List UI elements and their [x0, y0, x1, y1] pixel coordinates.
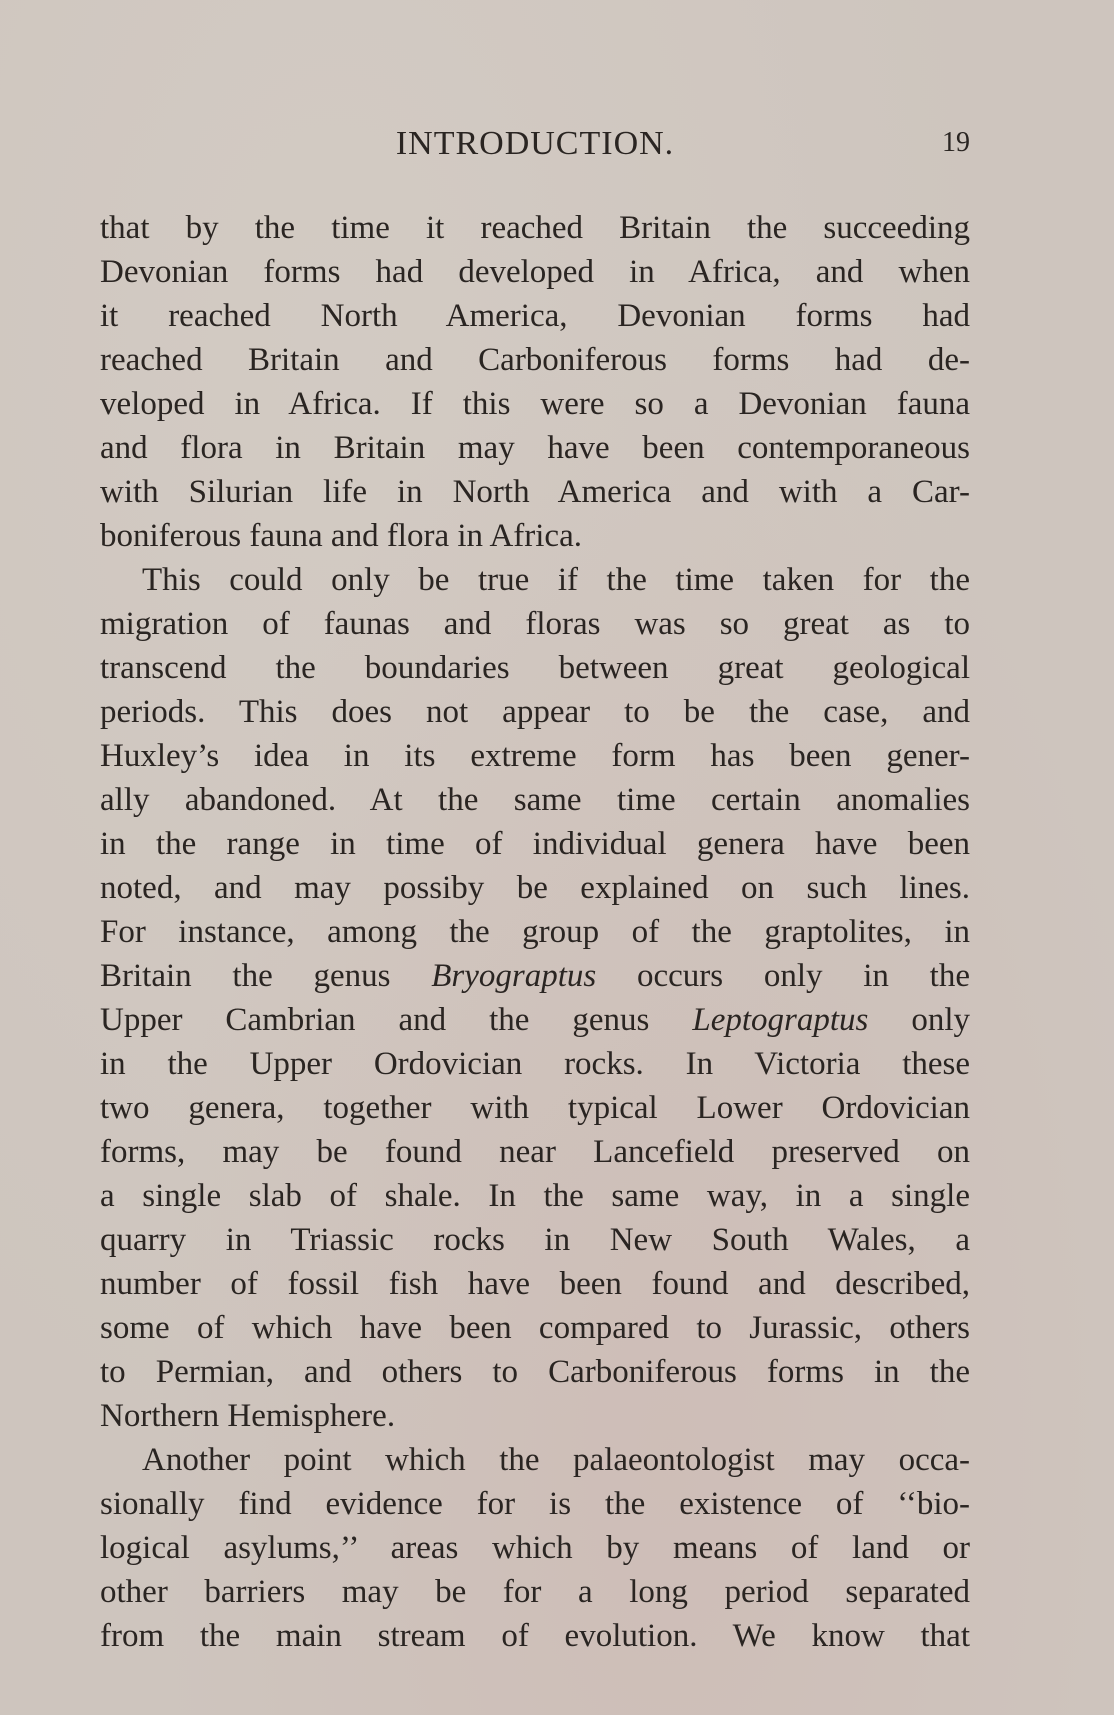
text-line: Another point which the palaeontologist may occa- [142, 1442, 970, 1478]
text-line: it reached North America, Devonian forms had [100, 298, 970, 334]
body-text [100, 206, 970, 1658]
text-line: forms, may be found near Lancefield preserved on [100, 1134, 970, 1170]
text-line: reached Britain and Carboniferous forms had de- [100, 342, 970, 378]
text-line: This could only be true if the time taken for the [142, 562, 970, 598]
text-line: from the main stream of evolution. We know that [100, 1618, 970, 1654]
text-line: sionally find evidence for is the existence of ‘‘bio- [100, 1486, 970, 1522]
text-segment: Britain the genus [100, 958, 432, 994]
text-line: migration of faunas and floras was so great as to [100, 606, 970, 642]
text-line [100, 954, 970, 998]
text-line: Huxley’s idea in its extreme form has been gener- [100, 738, 970, 774]
running-title: INTRODUCTION. [395, 125, 675, 162]
text-line: in the range in time of individual genera have been [100, 826, 970, 862]
text-segment: Upper Cambrian and the genus [100, 1002, 693, 1038]
text-line: boniferous fauna and flora in Africa. [100, 518, 582, 554]
text-line: to Permian, and others to Carboniferous forms in the [100, 1354, 970, 1390]
genus-name: Bryograptus [431, 958, 597, 994]
text-line: number of fossil fish have been found and described, [100, 1266, 970, 1302]
text-line: some of which have been compared to Jurassic, others [100, 1310, 970, 1346]
text-line: and flora in Britain may have been contemporaneous [100, 430, 970, 466]
genus-name: Leptograptus [692, 1002, 869, 1038]
text-line: ally abandoned. At the same time certain anomalies [100, 782, 970, 818]
text-line: noted, and may possiby be explained on such lines. [100, 870, 970, 906]
text-line: veloped in Africa. If this were so a Devonian fauna [100, 386, 970, 422]
text-line: quarry in Triassic rocks in New South Wales, a [100, 1222, 970, 1258]
text-line: other barriers may be for a long period separated [100, 1574, 970, 1610]
text-line: in the Upper Ordovician rocks. In Victoria these [100, 1046, 970, 1082]
text-line: Devonian forms had developed in Africa, and when [100, 254, 970, 290]
text-line: Northern Hemisphere. [100, 1398, 396, 1434]
text-segment: only [868, 1002, 970, 1038]
text-line: transcend the boundaries between great geological [100, 650, 970, 686]
page-header [100, 125, 970, 165]
text-line: For instance, among the group of the graptolites, in [100, 914, 970, 950]
text-line: periods. This does not appear to be the case, and [100, 694, 970, 730]
text-line: with Silurian life in North America and with a Car- [100, 474, 970, 510]
text-line: a single slab of shale. In the same way, in a single [100, 1178, 970, 1214]
page-number: 19 [942, 127, 970, 158]
text-line: that by the time it reached Britain the succeeding [100, 210, 970, 246]
text-line: logical asylums,’’ areas which by means of land or [100, 1530, 970, 1566]
text-line [100, 998, 970, 1042]
text-line: two genera, together with typical Lower Ordovician [100, 1090, 970, 1126]
text-segment: occurs only in the [596, 958, 970, 994]
